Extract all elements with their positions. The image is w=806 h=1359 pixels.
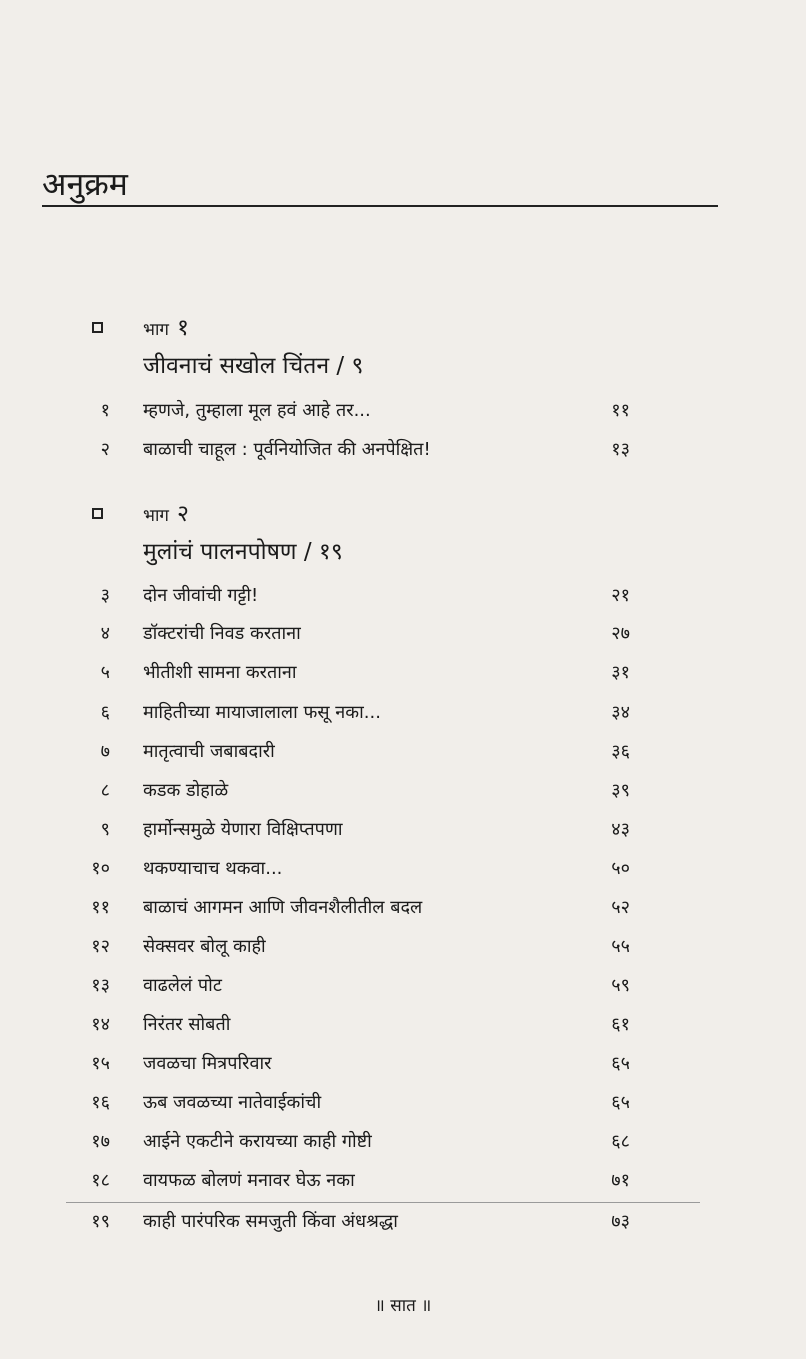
entry-number: २ xyxy=(100,439,110,460)
entry-number: ५ xyxy=(100,662,110,683)
entry-title: आईने एकटीने करायच्या काही गोष्टी xyxy=(143,1131,372,1152)
entry-title: भीतीशी सामना करताना xyxy=(143,662,297,683)
entry-number: ६ xyxy=(100,702,110,723)
entry-number: १७ xyxy=(91,1131,110,1152)
entry-page: ६१ xyxy=(611,1014,630,1035)
entry-title: म्हणजे, तुम्हाला मूल हवं आहे तर... xyxy=(143,400,371,421)
entry-page: ३४ xyxy=(611,702,630,723)
page-title: अनुक्रम xyxy=(42,165,128,203)
entry-title: सेक्सवर बोलू काही xyxy=(143,936,266,957)
part-number: १ xyxy=(176,315,189,341)
entry-number: ११ xyxy=(91,897,110,918)
entry-number: १३ xyxy=(91,975,110,996)
entry-title: वायफळ बोलणं मनावर घेऊ नका xyxy=(143,1170,355,1191)
entry-page: ६५ xyxy=(611,1092,630,1113)
entry-page: ११ xyxy=(611,400,630,421)
entry-number: ७ xyxy=(100,741,110,762)
entry-title: माहितीच्या मायाजालाला फसू नका... xyxy=(143,702,381,723)
entry-page: ६८ xyxy=(611,1131,630,1152)
entry-title: वाढलेलं पोट xyxy=(143,975,222,996)
part-title: जीवनाचं सखोल चिंतन / ९ xyxy=(143,353,364,379)
entry-page: ७३ xyxy=(611,1211,630,1232)
entry-title: थकण्याचाच थकवा... xyxy=(143,858,283,879)
part-number: २ xyxy=(176,501,189,527)
entry-page: २१ xyxy=(611,585,630,606)
entry-page: ३१ xyxy=(611,662,630,683)
entry-number: ३ xyxy=(100,585,110,606)
entry-title: डॉक्टरांची निवड करताना xyxy=(143,623,301,644)
entry-number: १० xyxy=(91,858,110,879)
entry-page: ५० xyxy=(611,858,630,879)
entry-page: १३ xyxy=(611,439,630,460)
entry-title: मातृत्वाची जबाबदारी xyxy=(143,741,275,762)
entry-number: १८ xyxy=(91,1170,110,1191)
entry-number: १२ xyxy=(91,936,110,957)
entry-page: ४३ xyxy=(611,819,630,840)
entry-title: बाळाची चाहूल : पूर्वनियोजित की अनपेक्षित! xyxy=(143,439,431,460)
part-label xyxy=(143,501,189,529)
entry-number: १५ xyxy=(91,1053,110,1074)
part-label-text: भाग xyxy=(143,506,169,526)
entry-title: जवळचा मित्रपरिवार xyxy=(143,1053,272,1074)
entry-title: काही पारंपरिक समजुती किंवा अंधश्रद्धा xyxy=(143,1211,398,1232)
entry-page: ७१ xyxy=(611,1170,630,1191)
entry-number: १ xyxy=(100,400,110,421)
entry-number: ४ xyxy=(100,623,110,644)
entry-title: दोन जीवांची गट्टी! xyxy=(143,585,259,606)
entry-page: ६५ xyxy=(611,1053,630,1074)
page-folio: ॥ सात ॥ xyxy=(374,1296,432,1316)
part-title: मुलांचं पालनपोषण / १९ xyxy=(143,539,343,565)
entry-page: ५५ xyxy=(611,936,630,957)
entry-title: कडक डोहाळे xyxy=(143,780,229,801)
entry-number: ८ xyxy=(100,780,110,801)
entry-page: ३६ xyxy=(611,741,630,762)
part-label-text: भाग xyxy=(143,320,169,340)
entry-number: १९ xyxy=(91,1211,110,1232)
entry-page: २७ xyxy=(611,623,630,644)
entry-page: ५९ xyxy=(611,975,630,996)
entry-title: ऊब जवळच्या नातेवाईकांची xyxy=(143,1092,322,1113)
entry-page: ५२ xyxy=(611,897,630,918)
entry-title: बाळाचं आगमन आणि जीवनशैलीतील बदल xyxy=(143,897,423,918)
title-rule xyxy=(42,205,718,207)
entry-number: ९ xyxy=(100,819,110,840)
entry-title: निरंतर सोबती xyxy=(143,1014,231,1035)
part-label xyxy=(143,315,189,343)
entry-page: ३९ xyxy=(611,780,630,801)
entry-title: हार्मोन्समुळे येणारा विक्षिप्तपणा xyxy=(143,819,343,840)
part-box-icon xyxy=(92,322,103,333)
entry-number: १६ xyxy=(91,1092,110,1113)
entry-number: १४ xyxy=(91,1014,110,1035)
entry-divider xyxy=(66,1202,700,1203)
part-box-icon xyxy=(92,508,103,519)
